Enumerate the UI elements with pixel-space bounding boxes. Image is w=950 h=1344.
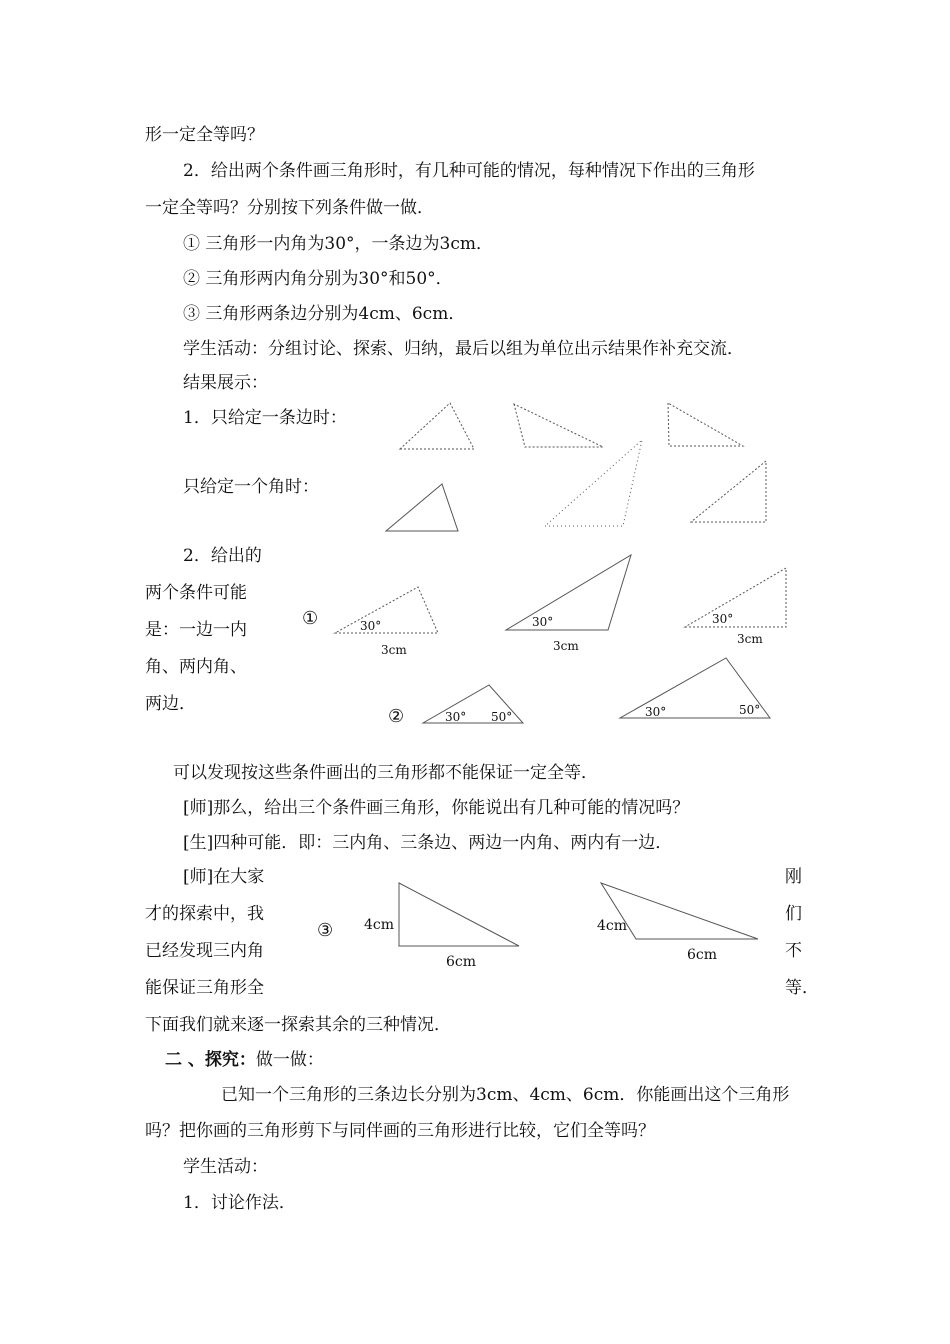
text-line: 一定全等吗？分别按下列条件做一做． [145, 198, 434, 218]
text-line: 只给定一个角时： [183, 477, 319, 497]
text-line: 们 [785, 904, 802, 924]
angle-label: 30° [532, 615, 554, 629]
text-line: 不 [785, 941, 802, 961]
text-line: 1．只给定一条边时： [183, 408, 347, 428]
triangle-one-side-3 [668, 403, 743, 446]
angle-label: 30° [712, 612, 734, 626]
text-line: 2．给出两个条件画三角形时，有几种可能的情况，每种情况下作出的三角形 [183, 161, 755, 181]
text-line: 能保证三角形全 [145, 978, 264, 998]
circle-label-3: ③ [317, 920, 334, 941]
text-line: 两边． [145, 694, 196, 714]
text-line: [师]那么，给出三个条件画三角形，你能说出有几种可能的情况吗？ [183, 798, 690, 818]
text-line: 是：一边一内 [145, 620, 247, 640]
triangle-case3-1 [399, 883, 519, 946]
angle-label: 30° [445, 710, 467, 724]
triangle-case1-2 [506, 555, 631, 630]
text-line: 可以发现按这些条件画出的三角形都不能保证一定全等． [173, 763, 598, 783]
angle-label: 30° [645, 705, 667, 719]
side-label: 3cm [553, 639, 579, 653]
text-line: 学生活动：分组讨论、探索、归纳，最后以组为单位出示结果作补充交流． [183, 339, 744, 359]
text-line: 已知一个三角形的三条边长分别为3cm、4cm、6cm．你能画出这个三角形 [221, 1085, 790, 1105]
side-label: 3cm [381, 643, 407, 657]
circle-label-2: ② [388, 706, 405, 727]
angle-label: 50° [739, 703, 761, 717]
text-line: 2．给出的 [183, 546, 262, 566]
text-line: [生]四种可能．即：三内角、三条边、两边一内角、两内有一边． [183, 833, 673, 853]
text-line: 角、两内角、 [145, 657, 247, 677]
text-line: 刚 [785, 867, 802, 887]
triangle-one-side-1 [400, 403, 474, 449]
text-line: 学生活动： [183, 1157, 268, 1177]
triangle-one-side-2 [514, 404, 603, 447]
triangle-case1-1 [335, 587, 438, 633]
side-label: 6cm [446, 954, 477, 970]
text-line: 已经发现三内角 [145, 941, 264, 961]
text-line: 等． [785, 978, 819, 998]
text-line: ③ 三角形两条边分别为4cm、6cm． [183, 304, 466, 324]
triangle-case1-3 [685, 568, 786, 627]
text-line: [师]在大家 [183, 867, 265, 887]
triangle-one-angle-1 [386, 484, 458, 531]
text-line: 吗？把你画的三角形剪下与同伴画的三角形进行比较，它们全等吗？ [145, 1121, 655, 1141]
text-line: 下面我们就来逐一探索其余的三种情况． [145, 1015, 451, 1035]
circle-label-1: ① [302, 608, 319, 629]
angle-label: 50° [491, 710, 513, 724]
side-label: 6cm [687, 947, 718, 963]
text-line: 结果展示： [183, 373, 268, 393]
side-label: 3cm [737, 632, 763, 646]
section-heading-rest: 做一做： [255, 1050, 324, 1070]
text-line: ② 三角形两内角分别为30°和50°． [183, 269, 453, 289]
side-label: 4cm [364, 917, 395, 933]
text-line: 才的探索中，我 [145, 904, 264, 924]
text-line: ① 三角形一内角为30°，一条边为3cm． [183, 234, 493, 254]
triangle-one-angle-3 [691, 461, 766, 522]
angle-label: 30° [360, 619, 382, 633]
text-line: 1．讨论作法． [183, 1193, 296, 1213]
side-label: 4cm [597, 918, 628, 934]
text-line: 形一定全等吗？ [145, 125, 264, 145]
section-heading-bold: 二 、探究： [165, 1050, 256, 1070]
text-line: 两个条件可能 [145, 583, 247, 603]
triangle-one-angle-2 [545, 440, 642, 526]
